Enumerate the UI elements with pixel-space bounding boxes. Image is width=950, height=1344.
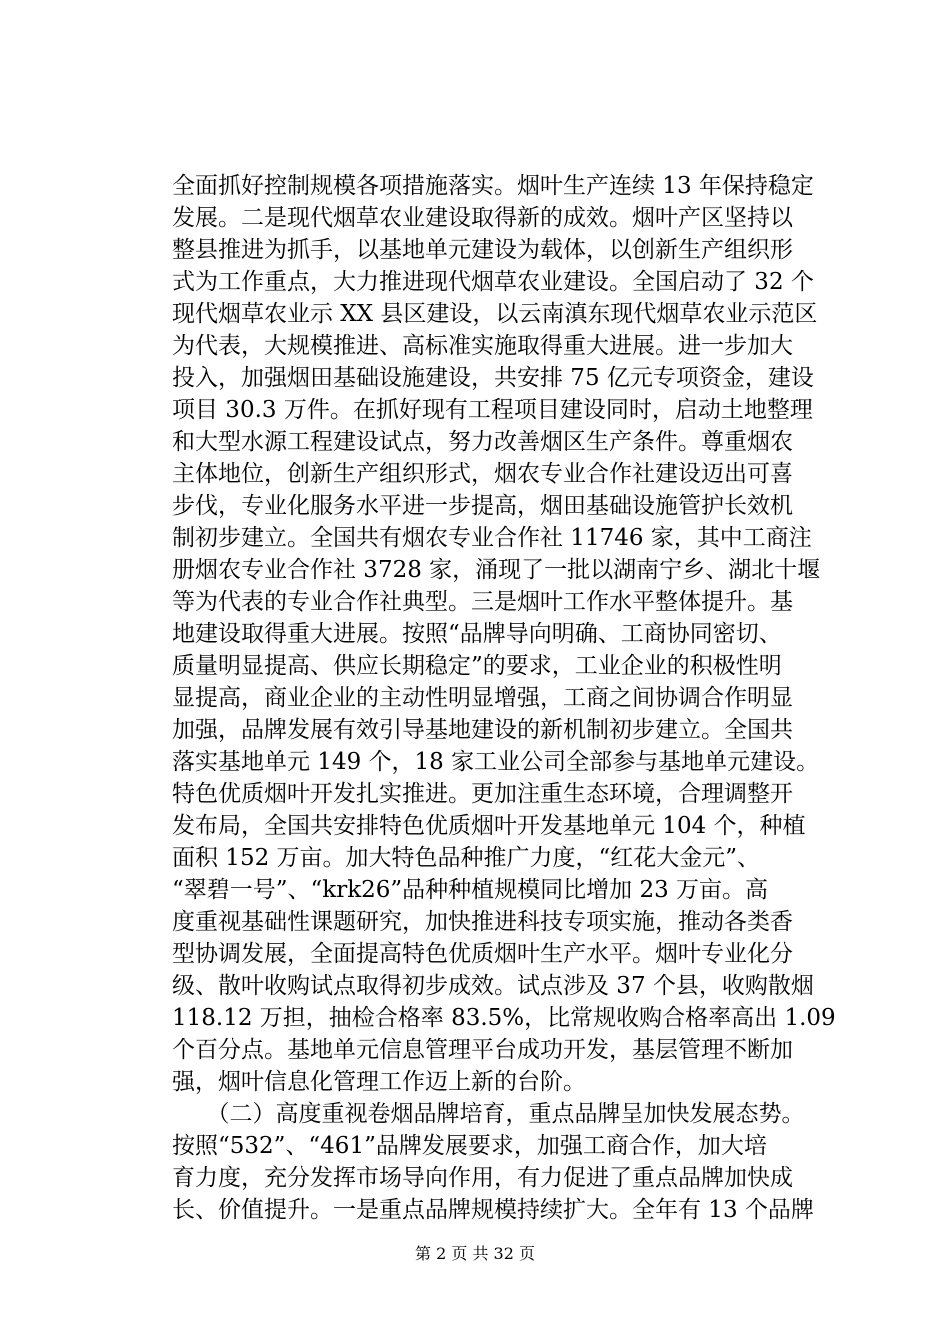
- text-line: 长、价值提升。一是重点品牌规模持续扩大。全年有 13 个品牌: [172, 1197, 814, 1223]
- text-line: 和大型水源工程建设试点，努力改善烟区生产条件。尊重烟农: [172, 429, 793, 455]
- text-line: 发展。二是现代烟草农业建设取得新的成效。烟叶产区坚持以: [172, 205, 793, 231]
- text-line: “翠碧一号”、“krk26”品种种植规模同比增加 23 万亩。高: [172, 877, 769, 903]
- text-line: 质量明显提高、供应长期稳定”的要求，工业企业的积极性明: [172, 653, 782, 679]
- page-number-footer: 第 2 页 共 32 页: [415, 1244, 535, 1263]
- section-heading-line: （二）高度重视卷烟品牌培育，重点品牌呈加快发展态势。: [172, 1101, 805, 1127]
- text-line: 投入，加强烟田基础设施建设，共安排 75 亿元专项资金，建设: [172, 365, 814, 391]
- text-line: 度重视基础性课题研究，加快推进科技专项实施，推动各类香: [172, 909, 793, 935]
- text-line: 发布局，全国共安排特色优质烟叶开发基地单元 104 个，种植: [172, 813, 806, 839]
- text-line: 步伐，专业化服务水平进一步提高，烟田基础设施管护长效机: [172, 493, 793, 519]
- text-line: 个百分点。基地单元信息管理平台成功开发，基层管理不断加: [172, 1037, 793, 1063]
- text-line: 全面抓好控制规模各项措施落实。烟叶生产连续 13 年保持稳定: [172, 173, 814, 199]
- text-line: 118.12 万担，抽检合格率 83.5%，比常规收购合格率高出 1.09: [172, 1005, 836, 1031]
- body-text: [172, 170, 892, 1226]
- text-line: 显提高，商业企业的主动性明显增强，工商之间协调合作明显: [172, 685, 793, 711]
- text-line: 制初步建立。全国共有烟农专业合作社 11746 家，其中工商注: [172, 525, 812, 551]
- text-line: 按照“532”、“461”品牌发展要求，加强工商合作，加大培: [172, 1133, 767, 1159]
- text-line: 加强，品牌发展有效引导基地建设的新机制初步建立。全国共: [172, 717, 793, 743]
- text-line: 地建设取得重大进展。按照“品牌导向明确、工商协同密切、: [172, 621, 782, 647]
- text-line: 式为工作重点，大力推进现代烟草农业建设。全国启动了 32 个: [172, 269, 814, 295]
- text-line: 为代表，大规模推进、高标准实施取得重大进展。进一步加大: [172, 333, 793, 359]
- text-line: 整县推进为抓手，以基地单元建设为载体，以创新生产组织形: [172, 237, 793, 263]
- text-line: 现代烟草农业示 XX 县区建设，以云南滇东现代烟草农业示范区: [172, 301, 818, 327]
- text-line: 面积 152 万亩。加大特色品种推广力度，“红花大金元”、: [172, 845, 761, 871]
- text-line: 等为代表的专业合作社典型。三是烟叶工作水平整体提升。基: [172, 589, 793, 615]
- text-line: 册烟农专业合作社 3728 家，涌现了一批以湖南宁乡、湖北十堰: [172, 557, 821, 583]
- text-line: 型协调发展，全面提高特色优质烟叶生产水平。烟叶专业化分: [172, 941, 793, 967]
- text-line: 强，烟叶信息化管理工作迈上新的台阶。: [172, 1069, 586, 1095]
- text-line: 育力度，充分发挥市场导向作用，有力促进了重点品牌加快成: [172, 1165, 793, 1191]
- text-line: 主体地位，创新生产组织形式，烟农专业合作社建设迈出可喜: [172, 461, 793, 487]
- text-line: 级、散叶收购试点取得初步成效。试点涉及 37 个县，收购散烟: [172, 973, 814, 999]
- text-line: 项目 30.3 万件。在抓好现有工程项目建设同时，启动土地整理: [172, 397, 813, 423]
- text-line: 特色优质烟叶开发扎实推进。更加注重生态环境，合理调整开: [172, 781, 793, 807]
- text-line: 落实基地单元 149 个，18 家工业公司全部参与基地单元建设。: [172, 749, 820, 775]
